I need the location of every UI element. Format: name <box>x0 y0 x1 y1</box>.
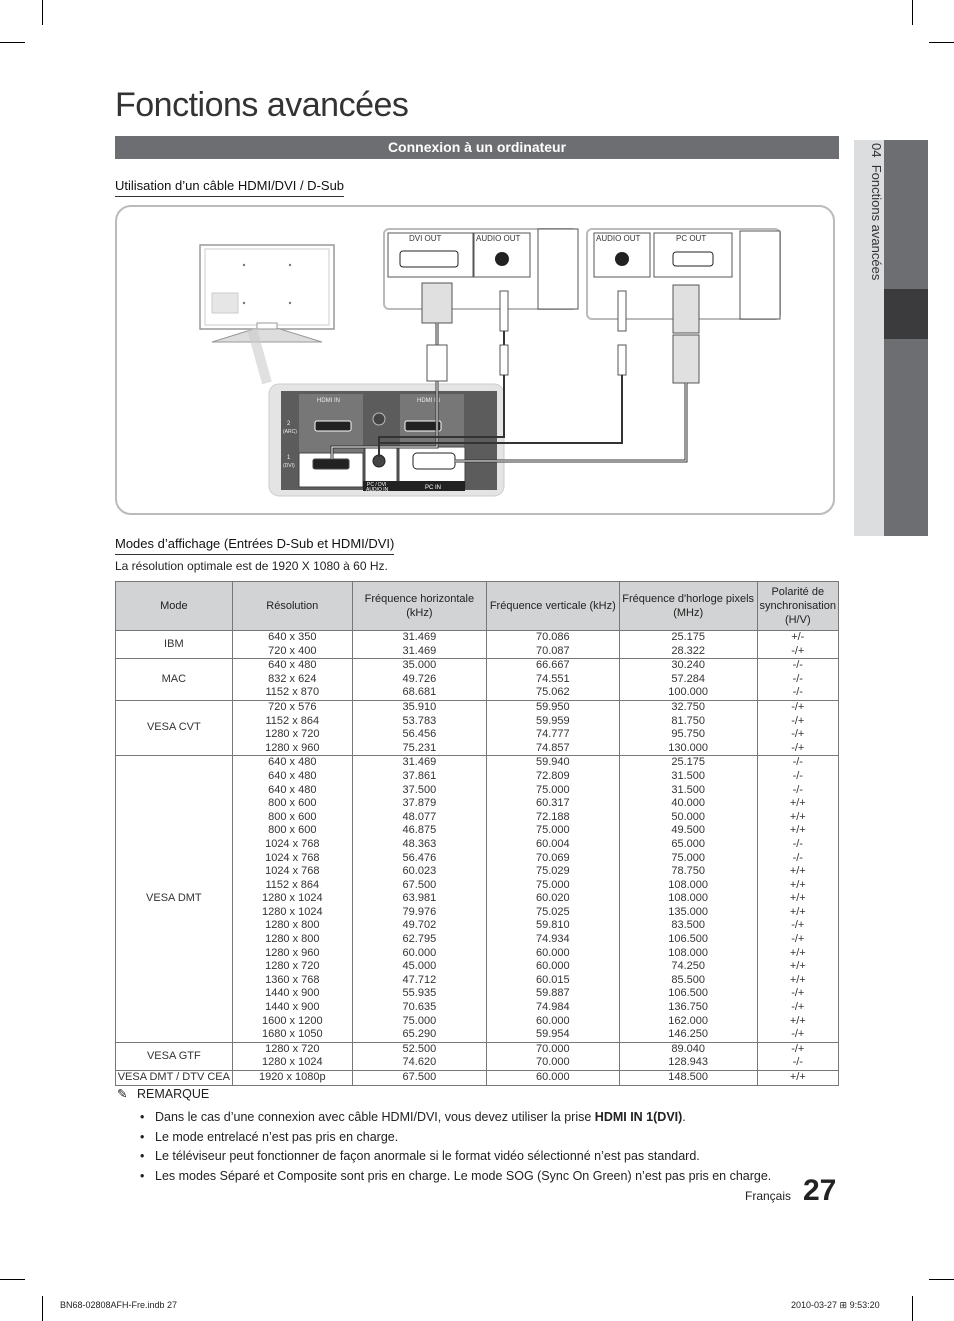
cell-polarity: +/+ <box>757 906 838 920</box>
cell-freq-clock: 25.175 <box>619 631 757 645</box>
cell-freq-clock: 128.943 <box>619 1056 757 1070</box>
cell-polarity: -/- <box>757 673 838 687</box>
cell-freq-clock: 40.000 <box>619 797 757 811</box>
cell-freq-clock: 108.000 <box>619 879 757 893</box>
table-row <box>116 659 839 673</box>
cell-freq-v: 60.000 <box>486 1015 619 1029</box>
cell-freq-clock: 32.750 <box>619 700 757 714</box>
cell-freq-h: 56.456 <box>352 728 486 742</box>
cell-freq-clock: 95.750 <box>619 728 757 742</box>
cell-freq-v: 70.069 <box>486 852 619 866</box>
cell-resolution: 1152 x 864 <box>232 879 352 893</box>
note-text-before: Dans le cas d’une connexion avec câble HDMI/DVI, vous devez utiliser la prise <box>155 1110 595 1124</box>
header-freq-v: Fréquence verticale (kHz) <box>486 582 619 631</box>
cell-polarity: +/+ <box>757 797 838 811</box>
note-title: REMARQUE <box>137 1087 210 1101</box>
crop-mark <box>929 1279 954 1280</box>
cell-freq-clock: 65.000 <box>619 838 757 852</box>
cell-resolution: 1024 x 768 <box>232 865 352 879</box>
cell-freq-h: 46.875 <box>352 824 486 838</box>
cell-freq-h: 35.910 <box>352 700 486 714</box>
cell-freq-v: 70.086 <box>486 631 619 645</box>
audio-out-1-label: AUDIO OUT <box>476 234 521 243</box>
table-row <box>116 1042 839 1056</box>
cell-freq-h: 45.000 <box>352 960 486 974</box>
header-resolution: Résolution <box>232 582 352 631</box>
cell-freq-v: 74.984 <box>486 1001 619 1015</box>
cell-resolution: 1440 x 900 <box>232 987 352 1001</box>
table-row <box>116 631 839 645</box>
cell-freq-h: 31.469 <box>352 756 486 770</box>
cell-freq-v: 75.000 <box>486 879 619 893</box>
cell-freq-clock: 85.500 <box>619 974 757 988</box>
cell-mode: VESA GTF <box>116 1042 233 1070</box>
cell-resolution: 1600 x 1200 <box>232 1015 352 1029</box>
cell-freq-h: 35.000 <box>352 659 486 673</box>
cell-freq-clock: 83.500 <box>619 919 757 933</box>
note-text-before: Les modes Séparé et Composite sont pris en charge. Le mode SOG (Sync On Green) n’est pas pris en charge. <box>155 1168 772 1183</box>
cell-freq-h: 60.023 <box>352 865 486 879</box>
optimal-resolution-text: La résolution optimale est de 1920 X 1080 à 60 Hz. <box>115 559 388 573</box>
cell-freq-clock: 57.284 <box>619 673 757 687</box>
cell-freq-clock: 31.500 <box>619 784 757 798</box>
cell-freq-h: 62.795 <box>352 933 486 947</box>
cell-polarity: +/+ <box>757 974 838 988</box>
table-body <box>116 631 839 1086</box>
cell-resolution: 1152 x 870 <box>232 686 352 700</box>
cell-freq-v: 60.015 <box>486 974 619 988</box>
pc-dvi-label: PC / DVI <box>367 482 387 488</box>
cell-polarity: -/- <box>757 784 838 798</box>
cell-resolution: 1920 x 1080p <box>232 1071 352 1086</box>
hdmi-in-a-label: HDMI IN <box>317 398 340 404</box>
cell-resolution: 1024 x 768 <box>232 838 352 852</box>
cell-freq-clock: 100.000 <box>619 686 757 700</box>
cell-freq-clock: 74.250 <box>619 960 757 974</box>
cell-resolution: 720 x 400 <box>232 645 352 659</box>
cell-polarity: +/- <box>757 631 838 645</box>
connection-diagram <box>115 205 835 515</box>
note-text-before: Le mode entrelacé n’est pas pris en charge. <box>155 1129 399 1144</box>
dvi-out-label: DVI OUT <box>409 234 442 243</box>
cell-freq-h: 37.861 <box>352 770 486 784</box>
cell-freq-h: 52.500 <box>352 1042 486 1056</box>
cell-polarity: -/- <box>757 838 838 852</box>
cell-freq-v: 59.940 <box>486 756 619 770</box>
cell-freq-h: 74.620 <box>352 1056 486 1070</box>
pc-out-label: PC OUT <box>676 234 707 243</box>
cell-polarity: -/- <box>757 686 838 700</box>
header-freq-h: Fréquence horizontale (kHz) <box>352 582 486 631</box>
cell-freq-h: 67.500 <box>352 879 486 893</box>
cell-resolution: 640 x 480 <box>232 784 352 798</box>
cell-freq-h: 65.290 <box>352 1028 486 1042</box>
cell-freq-h: 53.783 <box>352 715 486 729</box>
side-tab-label <box>869 143 884 280</box>
cell-freq-v: 70.000 <box>486 1042 619 1056</box>
side-tab-text: Fonctions avancées <box>869 164 884 281</box>
cell-polarity: -/- <box>757 770 838 784</box>
hdmi-2-sub-label: (ARC) <box>283 429 297 435</box>
cell-polarity: -/+ <box>757 715 838 729</box>
cell-polarity: +/+ <box>757 879 838 893</box>
cell-freq-h: 47.712 <box>352 974 486 988</box>
cell-freq-v: 59.887 <box>486 987 619 1001</box>
cell-resolution: 1280 x 960 <box>232 947 352 961</box>
cell-mode: VESA DMT <box>116 756 233 1042</box>
cell-resolution: 1680 x 1050 <box>232 1028 352 1042</box>
cell-freq-clock: 75.000 <box>619 852 757 866</box>
hdmi-in-b-label: HDMI IN <box>417 398 440 404</box>
cell-freq-h: 75.000 <box>352 1015 486 1029</box>
cell-freq-h: 49.702 <box>352 919 486 933</box>
cell-resolution: 1280 x 720 <box>232 960 352 974</box>
cell-resolution: 1280 x 1024 <box>232 1056 352 1070</box>
cell-polarity: -/+ <box>757 919 838 933</box>
cell-freq-clock: 25.175 <box>619 756 757 770</box>
note-item <box>137 1147 837 1167</box>
cell-resolution: 1280 x 960 <box>232 742 352 756</box>
cell-freq-clock: 78.750 <box>619 865 757 879</box>
table-header-row <box>116 582 839 631</box>
cell-freq-v: 75.000 <box>486 824 619 838</box>
cell-freq-v: 70.000 <box>486 1056 619 1070</box>
cell-freq-clock: 81.750 <box>619 715 757 729</box>
cell-freq-v: 74.934 <box>486 933 619 947</box>
notes-list <box>137 1108 837 1186</box>
cell-freq-clock: 89.040 <box>619 1042 757 1056</box>
cell-resolution: 800 x 600 <box>232 811 352 825</box>
cell-resolution: 1280 x 1024 <box>232 906 352 920</box>
cell-mode: VESA DMT / DTV CEA <box>116 1071 233 1086</box>
cell-freq-clock: 50.000 <box>619 811 757 825</box>
cell-freq-v: 60.000 <box>486 1071 619 1086</box>
cell-polarity: -/+ <box>757 728 838 742</box>
cell-polarity: -/+ <box>757 1042 838 1056</box>
cell-freq-v: 59.810 <box>486 919 619 933</box>
cell-resolution: 1280 x 720 <box>232 1042 352 1056</box>
cell-freq-h: 31.469 <box>352 631 486 645</box>
cell-freq-v: 74.857 <box>486 742 619 756</box>
cell-freq-v: 72.188 <box>486 811 619 825</box>
table-row <box>116 700 839 714</box>
print-footer-right: 2010-03-27 ⊞ 9:53:20 <box>791 1300 880 1310</box>
cell-resolution: 720 x 576 <box>232 700 352 714</box>
cell-freq-clock: 135.000 <box>619 906 757 920</box>
crop-mark <box>0 1279 25 1280</box>
cell-freq-h: 60.000 <box>352 947 486 961</box>
cell-freq-v: 74.551 <box>486 673 619 687</box>
side-tab-active <box>884 289 928 339</box>
cell-resolution: 1152 x 864 <box>232 715 352 729</box>
page-title: Fonctions avancées <box>115 86 409 124</box>
cell-resolution: 1280 x 1024 <box>232 892 352 906</box>
cell-mode: VESA CVT <box>116 700 233 755</box>
print-footer-left: BN68-02808AFH-Fre.indb 27 <box>60 1300 178 1310</box>
cell-polarity: +/+ <box>757 1015 838 1029</box>
cell-resolution: 1280 x 720 <box>232 728 352 742</box>
cell-polarity: -/+ <box>757 700 838 714</box>
cell-freq-v: 60.000 <box>486 960 619 974</box>
cell-freq-h: 48.077 <box>352 811 486 825</box>
cell-freq-v: 75.025 <box>486 906 619 920</box>
cell-polarity: -/- <box>757 852 838 866</box>
crop-mark <box>912 0 913 25</box>
cell-freq-h: 55.935 <box>352 987 486 1001</box>
cell-freq-v: 59.959 <box>486 715 619 729</box>
cell-freq-clock: 108.000 <box>619 892 757 906</box>
cell-freq-h: 37.500 <box>352 784 486 798</box>
cell-polarity: -/+ <box>757 933 838 947</box>
cell-resolution: 640 x 350 <box>232 631 352 645</box>
section-title: Connexion à un ordinateur <box>115 136 839 159</box>
cell-freq-v: 74.777 <box>486 728 619 742</box>
cell-freq-clock: 130.000 <box>619 742 757 756</box>
hdmi-1-sub-label: (DVI) <box>283 463 295 469</box>
cell-freq-clock: 30.240 <box>619 659 757 673</box>
cell-polarity: +/+ <box>757 892 838 906</box>
cell-resolution: 800 x 600 <box>232 797 352 811</box>
cell-freq-clock: 28.322 <box>619 645 757 659</box>
cell-freq-v: 66.667 <box>486 659 619 673</box>
note-item <box>137 1128 837 1148</box>
header-polarity: Polarité de synchronisation (H/V) <box>757 582 838 631</box>
cell-resolution: 832 x 624 <box>232 673 352 687</box>
cell-resolution: 1024 x 768 <box>232 852 352 866</box>
cell-polarity: -/+ <box>757 645 838 659</box>
cell-freq-v: 70.087 <box>486 645 619 659</box>
footer-language: Français <box>745 1189 792 1203</box>
cell-freq-h: 68.681 <box>352 686 486 700</box>
cell-polarity: -/- <box>757 659 838 673</box>
cell-freq-clock: 136.750 <box>619 1001 757 1015</box>
cell-polarity: +/+ <box>757 865 838 879</box>
cell-freq-h: 79.976 <box>352 906 486 920</box>
display-modes-heading: Modes d’affichage (Entrées D-Sub et HDMI/DVI) <box>115 536 394 555</box>
note-heading <box>117 1086 209 1101</box>
table-row <box>116 756 839 770</box>
note-text-bold: HDMI IN 1(DVI) <box>594 1110 683 1124</box>
cell-resolution: 1440 x 900 <box>232 1001 352 1015</box>
cell-freq-h: 49.726 <box>352 673 486 687</box>
crop-mark <box>912 1296 913 1321</box>
cell-polarity: +/+ <box>757 960 838 974</box>
pc-in-label: PC IN <box>425 485 442 491</box>
cell-freq-clock: 162.000 <box>619 1015 757 1029</box>
cell-resolution: 640 x 480 <box>232 659 352 673</box>
cell-resolution: 1280 x 800 <box>232 919 352 933</box>
cell-polarity: -/- <box>757 756 838 770</box>
cell-mode: MAC <box>116 659 233 701</box>
note-item <box>137 1167 837 1187</box>
cell-freq-h: 56.476 <box>352 852 486 866</box>
cell-freq-v: 60.004 <box>486 838 619 852</box>
side-tab-number: 04 <box>869 143 884 158</box>
crop-mark <box>42 1296 43 1321</box>
cell-freq-h: 37.879 <box>352 797 486 811</box>
display-modes-table <box>115 581 839 1086</box>
cell-freq-v: 59.954 <box>486 1028 619 1042</box>
cell-freq-v: 72.809 <box>486 770 619 784</box>
tv-illustration <box>200 245 334 383</box>
cell-polarity: -/+ <box>757 742 838 756</box>
crop-mark <box>42 0 43 25</box>
cell-polarity: -/+ <box>757 1028 838 1042</box>
cell-polarity: -/- <box>757 1056 838 1070</box>
cell-freq-clock: 106.500 <box>619 987 757 1001</box>
cell-freq-h: 48.363 <box>352 838 486 852</box>
cell-freq-h: 31.469 <box>352 645 486 659</box>
cell-freq-h: 75.231 <box>352 742 486 756</box>
cell-polarity: +/+ <box>757 947 838 961</box>
cell-freq-h: 63.981 <box>352 892 486 906</box>
cell-freq-v: 60.000 <box>486 947 619 961</box>
cell-freq-v: 60.020 <box>486 892 619 906</box>
crop-mark <box>929 42 954 43</box>
cell-freq-clock: 108.000 <box>619 947 757 961</box>
cell-freq-v: 75.029 <box>486 865 619 879</box>
audio-out-2-label: AUDIO OUT <box>596 234 641 243</box>
cell-freq-v: 75.000 <box>486 784 619 798</box>
cell-resolution: 640 x 480 <box>232 770 352 784</box>
crop-mark <box>0 42 25 43</box>
cell-mode: IBM <box>116 631 233 659</box>
hdmi-1-label: 1 <box>287 455 291 461</box>
note-item <box>137 1108 837 1128</box>
cell-freq-v: 59.950 <box>486 700 619 714</box>
cell-polarity: -/+ <box>757 987 838 1001</box>
cell-freq-h: 70.635 <box>352 1001 486 1015</box>
hdmi-dsub-heading: Utilisation d’un câble HDMI/DVI / D-Sub <box>115 178 344 197</box>
cell-freq-v: 75.062 <box>486 686 619 700</box>
table-row <box>116 1071 839 1086</box>
cell-freq-clock: 31.500 <box>619 770 757 784</box>
cell-freq-clock: 146.250 <box>619 1028 757 1042</box>
header-mode: Mode <box>116 582 233 631</box>
cell-freq-clock: 106.500 <box>619 933 757 947</box>
audio-in-label: AUDIO IN <box>366 487 389 493</box>
cell-polarity: -/+ <box>757 1001 838 1015</box>
cell-resolution: 1280 x 800 <box>232 933 352 947</box>
cell-resolution: 1360 x 768 <box>232 974 352 988</box>
pencil-icon: ✎ <box>117 1087 128 1101</box>
cell-freq-clock: 49.500 <box>619 824 757 838</box>
cell-polarity: +/+ <box>757 811 838 825</box>
cell-polarity: +/+ <box>757 1071 838 1086</box>
header-freq-clock: Fréquence d'horloge pixels (MHz) <box>619 582 757 631</box>
page-number: 27 <box>803 1174 837 1207</box>
cell-resolution: 800 x 600 <box>232 824 352 838</box>
cell-freq-clock: 148.500 <box>619 1071 757 1086</box>
note-text-before: Le téléviseur peut fonctionner de façon anormale si le format vidéo sélectionné n’est pas standard. <box>155 1149 700 1164</box>
cell-polarity: +/+ <box>757 824 838 838</box>
note-text-after: . <box>682 1110 686 1124</box>
connection-illustration <box>117 207 833 513</box>
cell-freq-h: 67.500 <box>352 1071 486 1086</box>
hdmi-2-label: 2 <box>287 421 291 427</box>
cell-freq-v: 60.317 <box>486 797 619 811</box>
cell-resolution: 640 x 480 <box>232 756 352 770</box>
